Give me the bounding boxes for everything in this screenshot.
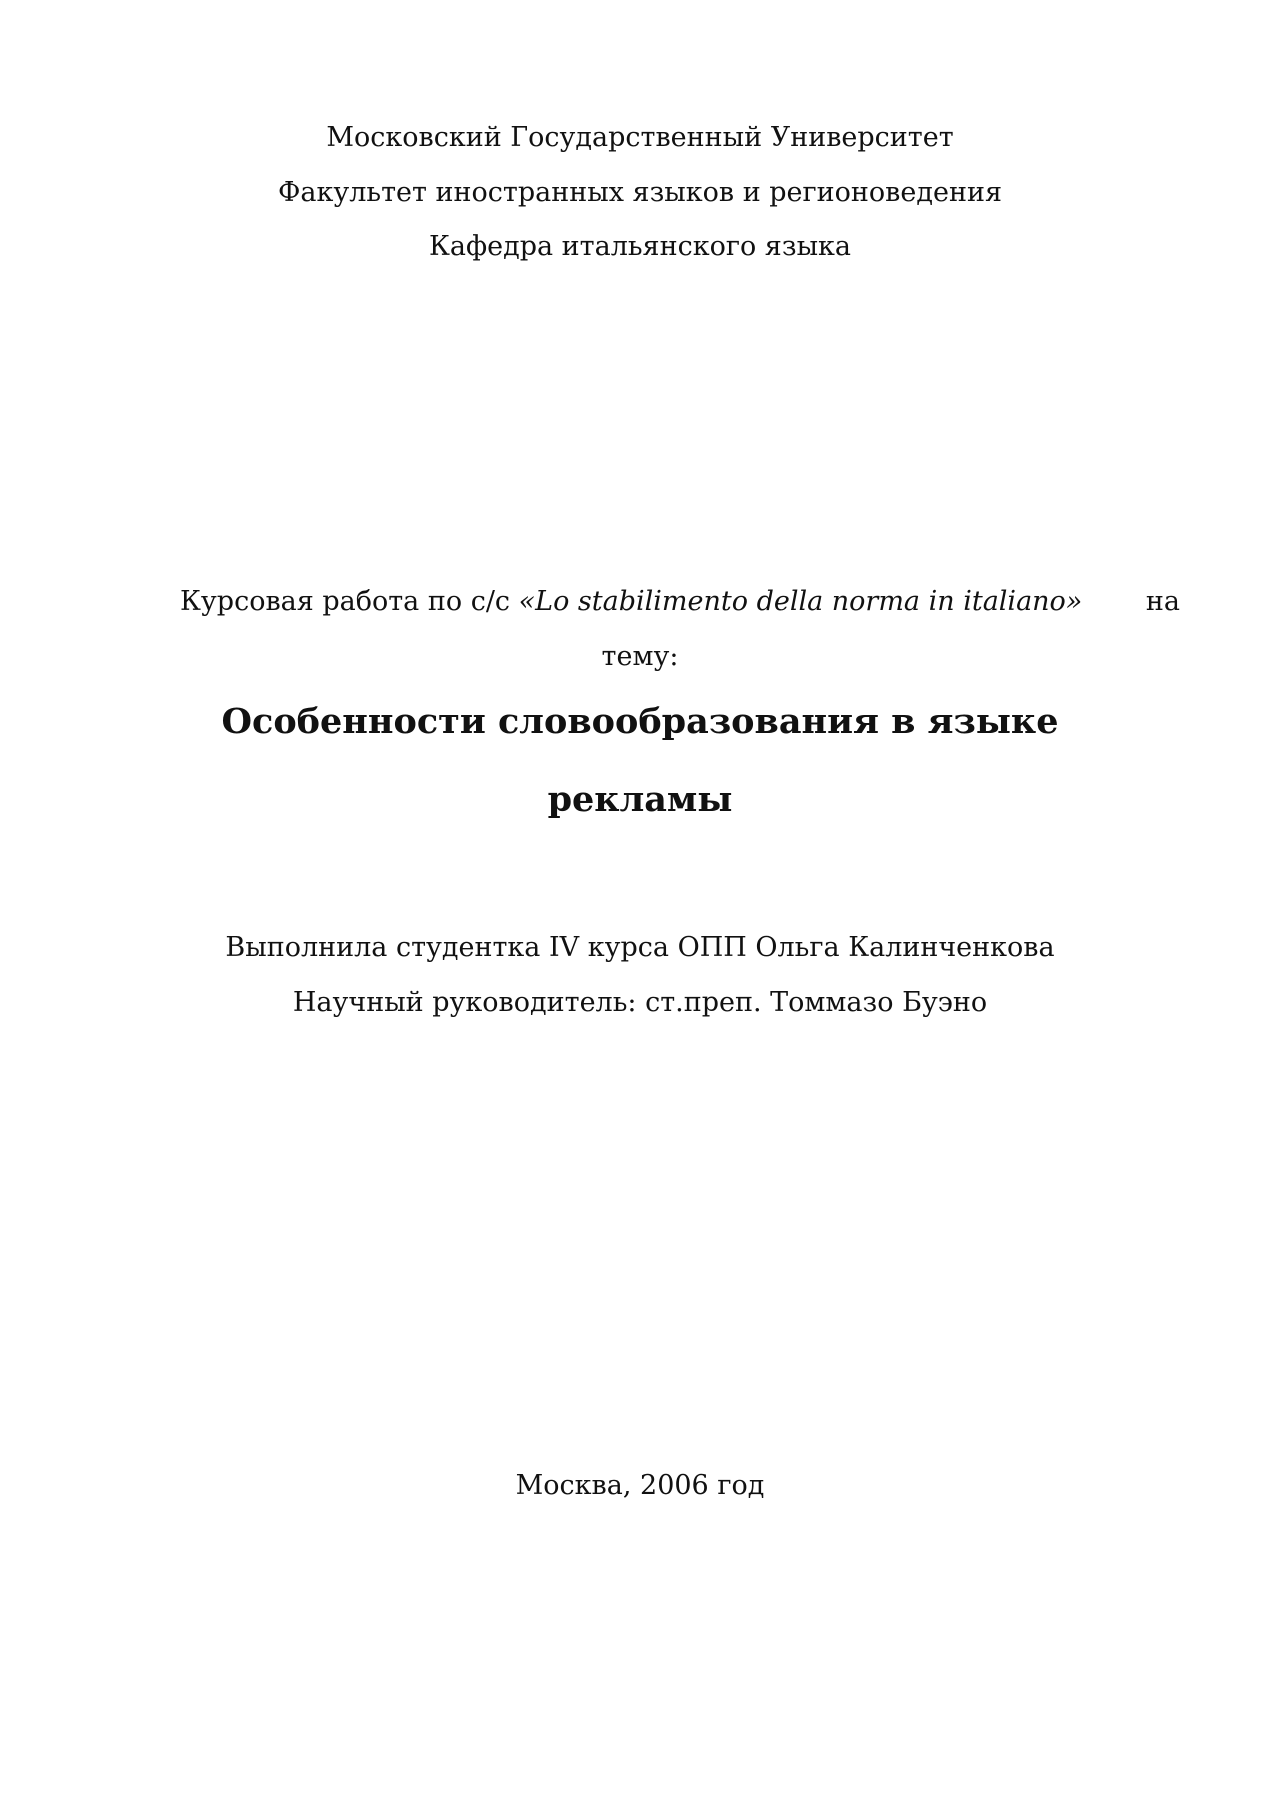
faculty-name: Факультет иностранных языков и регионоведения: [278, 177, 1002, 208]
course-description-main: [180, 584, 1082, 620]
supervisor-credit: Научный руководитель: ст.преп. Томмазо Буэно: [292, 987, 988, 1018]
author-credit: Выполнила студентка IV курса ОПП Ольга Калинченкова: [225, 932, 1055, 963]
city-year: Москва, 2006 год: [515, 1470, 765, 1501]
course-topic-name: «Lo stabilimento della norma in italiano»: [518, 586, 1083, 617]
department-name: Кафедра итальянского языка: [428, 231, 852, 262]
course-description: [180, 584, 1180, 620]
course-description-continuation: тему:: [601, 641, 679, 672]
course-prefix: Курсовая работа по с/с: [180, 586, 519, 617]
university-name: Московский Государственный Университет: [326, 122, 954, 153]
work-title-line-1: Особенности словообразования в языке: [221, 701, 1059, 742]
course-suffix: на: [1145, 586, 1180, 617]
work-title-line-2: рекламы: [547, 779, 733, 820]
